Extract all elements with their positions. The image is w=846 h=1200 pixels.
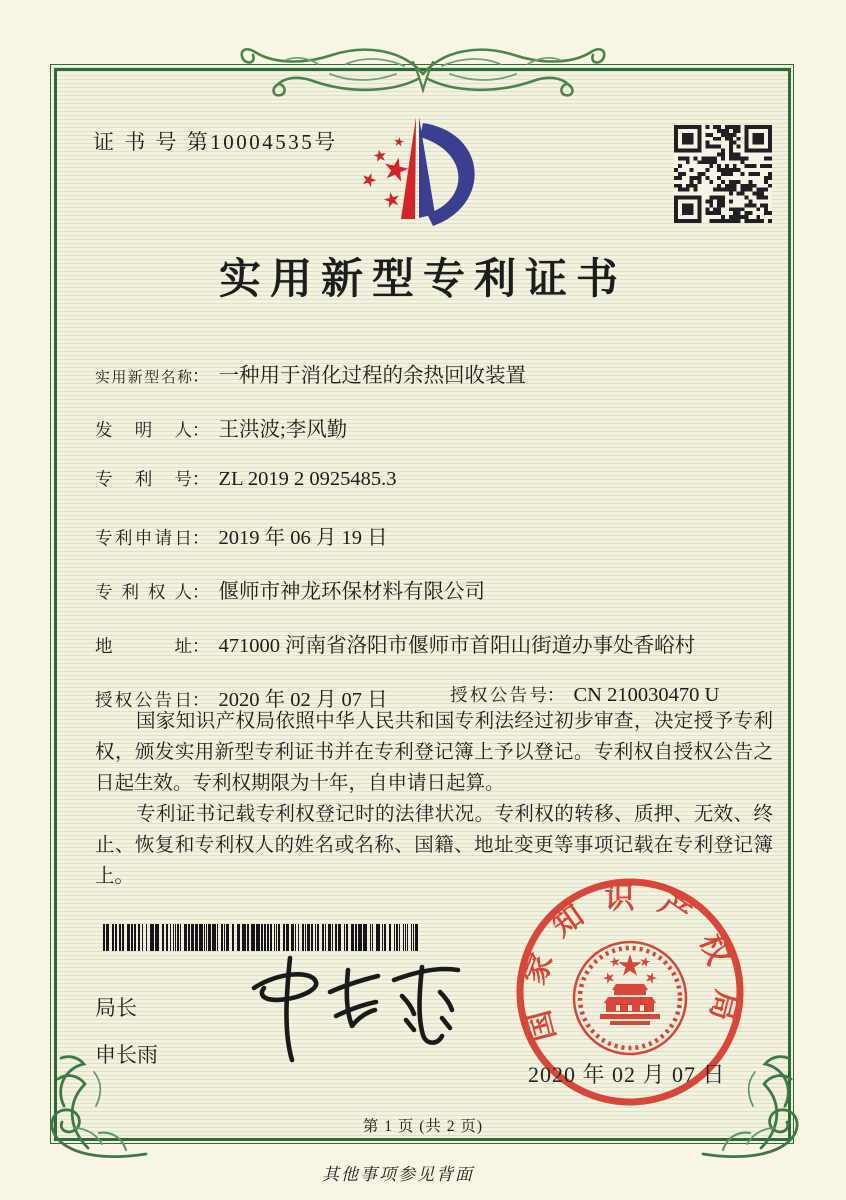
certificate-number: 证 书 号 第10004535号 bbox=[93, 130, 338, 154]
field-value: 偃师市神龙环保材料有限公司 bbox=[218, 581, 485, 603]
field-label: 专利权人 bbox=[95, 582, 192, 602]
legal-paragraph-1: 国家知识产权局依照中华人民共和国专利法经过初步审查，决定授予专利权，颁发实用新型专利证书并在专利登记簿上予以登记。专利权自授权公告之日起生效。专利权期限为十年，自申请日起算。 bbox=[95, 711, 773, 794]
seal-date: 2020 年 02 月 07 日 bbox=[528, 1062, 726, 1087]
back-side-note: 其他事项参见背面 bbox=[322, 1165, 474, 1184]
grant-number-group: 授权公告号： CN 210030470 U bbox=[450, 684, 720, 706]
field-label: 发明人 bbox=[95, 420, 192, 440]
field-row-filing-date: 专利申请日： 2019 年 06 月 19 日 bbox=[95, 527, 388, 549]
top-flourish-ornament bbox=[228, 22, 618, 106]
grant-number-label: 授权公告号 bbox=[450, 685, 547, 705]
field-label: 实用新型名称 bbox=[95, 370, 192, 386]
field-value: ZL 2019 2 0925485.3 bbox=[218, 468, 397, 490]
field-value: 一种用于消化过程的余热回收装置 bbox=[218, 365, 526, 387]
logo-stars bbox=[360, 136, 410, 208]
fields-block bbox=[95, 358, 776, 736]
field-label: 专利申请日 bbox=[95, 528, 192, 548]
commissioner-name: 申长雨 bbox=[95, 1043, 158, 1067]
barcode bbox=[103, 924, 421, 952]
field-row-grant: 授权公告日： 2020 年 02 月 07 日 授权公告号： CN 210030470 U bbox=[95, 684, 720, 711]
commissioner-signature bbox=[226, 952, 466, 1070]
field-row-name: 实用新型名称： 一种用于消化过程的余热回收装置 bbox=[95, 365, 526, 387]
field-value: 471000 河南省洛阳市偃师市首阳山街道办事处香峪村 bbox=[218, 635, 696, 657]
legal-paragraph-2: 专利证书记载专利权登记时的法律状况。专利权的转移、质押、无效、终止、恢复和专利权人的姓名或名称、国籍、地址变更等事项记载在专利登记簿上。 bbox=[95, 804, 773, 887]
page-number: 第 1 页 (共 2 页) bbox=[362, 1118, 484, 1135]
grant-number-value: CN 210030470 U bbox=[573, 684, 720, 706]
field-label: 专利号 bbox=[95, 469, 192, 489]
seal-national-emblem bbox=[574, 942, 686, 1054]
field-value: 王洪波;李风勤 bbox=[218, 419, 348, 441]
signoff-block bbox=[95, 992, 158, 1086]
field-row-inventor: 发明人： 王洪波;李风勤 bbox=[95, 419, 348, 441]
field-row-address: 地址： 471000 河南省洛阳市偃师市首阳山街道办事处香峪村 bbox=[95, 635, 696, 657]
commissioner-title: 局长 bbox=[95, 996, 137, 1020]
grant-date-label: 授权公告日 bbox=[95, 690, 192, 710]
certificate-title: 实用新型专利证书 bbox=[218, 257, 627, 303]
field-value: 2019 年 06 月 19 日 bbox=[218, 527, 388, 549]
field-row-patentee: 专利权人： 偃师市神龙环保材料有限公司 bbox=[95, 581, 485, 603]
field-label: 地址 bbox=[95, 636, 192, 656]
legal-text-block bbox=[95, 706, 773, 892]
seal-text: 国家知识产权局 bbox=[517, 881, 743, 1045]
field-row-patent-number: 专利号： ZL 2019 2 0925485.3 bbox=[95, 468, 397, 490]
grant-date-value: 2020 年 02 月 07 日 bbox=[218, 689, 388, 711]
cnipa-logo bbox=[338, 104, 522, 236]
qr-code bbox=[674, 125, 772, 223]
